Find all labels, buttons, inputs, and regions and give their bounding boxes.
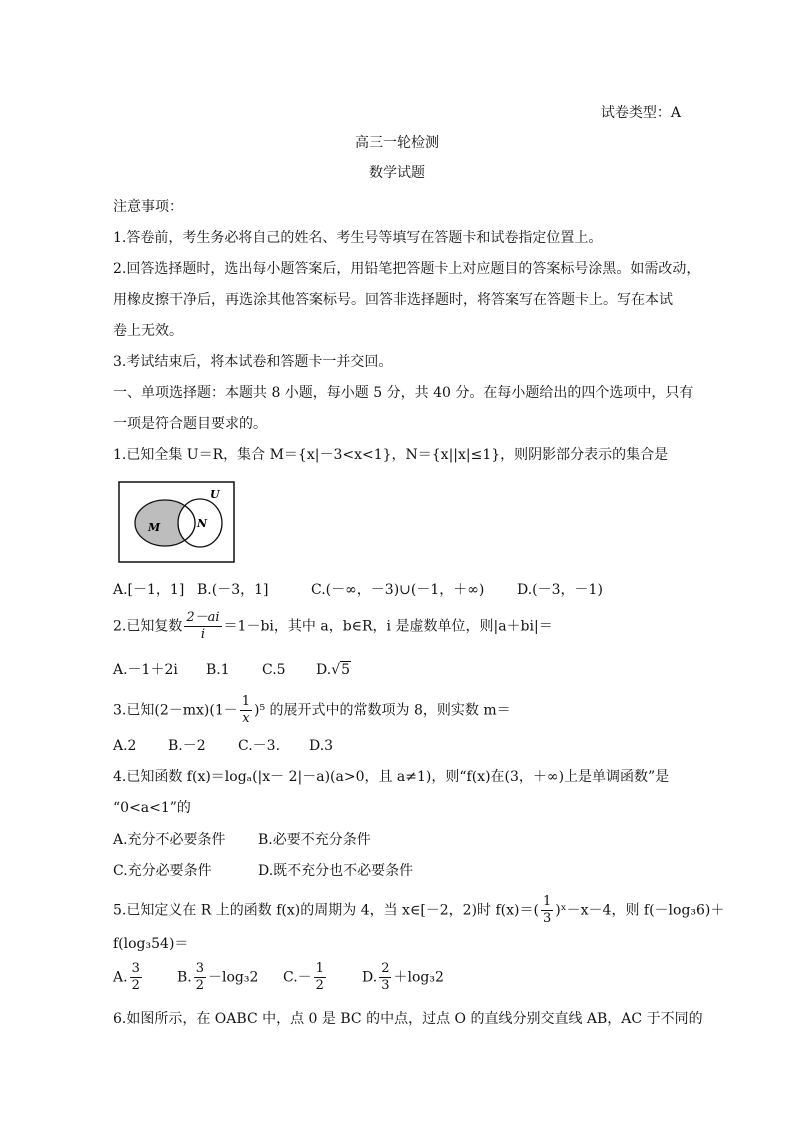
q5-a-den: 2 — [131, 978, 140, 993]
q5-d-num: 2 — [381, 961, 390, 976]
q6-stem-line-1: 6.如图所示，在 OABC 中，点 0 是 BC 的中点，过点 O 的直线分别交直线 AB，AC 于不同的 — [113, 1011, 703, 1027]
exam-title: 高三一轮检测 — [355, 135, 439, 151]
q3-frac-den: x — [242, 711, 250, 726]
q5-option-b-fraction — [194, 961, 206, 994]
q3-stem-pre: 3.已知(2－mx)(1－ — [113, 702, 238, 719]
q5-stem-line-1 — [113, 894, 724, 927]
q5-option-a-label: A. — [113, 969, 128, 986]
note-1: 1.答卷前，考生务必将自己的姓名、考生号等填写在答题卡和试卷指定位置上。 — [113, 230, 603, 246]
venn-label-m: M — [148, 521, 161, 534]
q2-option-d — [316, 660, 351, 680]
q3-frac-num: 1 — [241, 694, 251, 709]
q5-option-b-label: B. — [177, 969, 192, 986]
q5-option-b-tail: －log₃2 — [208, 969, 259, 986]
q4-option-b: B.必要不充分条件 — [258, 832, 371, 848]
q4-option-a: A.充分不必要条件 — [113, 832, 226, 848]
note-3: 3.考试结束后，将本试卷和答题卡一并交回。 — [113, 354, 393, 370]
q3-stem — [113, 694, 511, 727]
q2-option-d-radicand: 5 — [341, 662, 351, 678]
q5-option-d-fraction — [379, 961, 391, 994]
q5-option-b — [177, 961, 258, 994]
q5-fraction — [541, 894, 553, 927]
venn-label-u: U — [210, 488, 220, 501]
q2-fraction — [184, 610, 221, 643]
q1-venn-diagram — [118, 481, 235, 563]
q2-option-b: B.1 — [206, 662, 230, 678]
q5-frac-num: 1 — [542, 894, 552, 909]
q5-a-num: 3 — [131, 961, 140, 976]
q1-stem: 1.已知全集 U＝R，集合 M＝{x|－3<x<1}，N＝{x||x|≤1}，则阴影部分表示的集合是 — [113, 447, 669, 463]
q5-option-c-label: C.－ — [283, 969, 312, 986]
q5-b-den: 2 — [195, 978, 205, 993]
q5-stem-line-2: f(log₃54)＝ — [113, 936, 189, 952]
q5-c-den: 2 — [315, 978, 324, 993]
sqrt-symbol: √5 — [331, 662, 351, 678]
q5-option-c-fraction — [314, 961, 326, 994]
q5-stem-post: )ˣ－x－4，则 f(－log₃6)＋ — [555, 902, 725, 919]
q2-option-c: C.5 — [262, 662, 286, 678]
q1-option-c: C.(－∞，－3)∪(－1，＋∞) — [311, 582, 485, 598]
q3-option-c: C.－3. — [238, 738, 281, 754]
q3-option-b: B.－2 — [168, 738, 206, 754]
q5-stem-pre: 5.已知定义在 R 上的函数 f(x)的周期为 4，当 x∈[－2，2)时 f(x)＝( — [113, 902, 539, 919]
q5-c-num: 1 — [315, 961, 324, 976]
q5-d-den: 3 — [381, 978, 390, 993]
q5-option-a — [113, 961, 144, 994]
q5-option-d-tail: ＋log₃2 — [393, 969, 444, 986]
note-2-line-1: 2.回答选择题时，选出每小题答案后，用铅笔把答题卡上对应题目的答案标号涂黑。如需改动， — [113, 261, 701, 277]
q5-option-d — [362, 961, 444, 994]
q3-option-a: A.2 — [113, 738, 137, 754]
q1-option-d: D.(－3，－1) — [517, 582, 603, 598]
q2-option-a: A.－1＋2i — [113, 662, 178, 678]
q2-frac-den: i — [200, 627, 206, 642]
q3-stem-post: )⁵ 的展开式中的常数项为 8，则实数 m＝ — [254, 702, 511, 719]
paper-type-label: 试卷类型：A — [600, 105, 681, 121]
section-1-intro-line-2: 一项是符合题目要求的。 — [113, 416, 267, 432]
q1-option-b: B.(－3，1] — [197, 582, 269, 598]
notes-heading: 注意事项： — [113, 199, 183, 215]
note-2-line-2: 用橡皮擦干净后，再选涂其他答案标号。回答非选择题时，将答案写在答题卡上。写在本试 — [113, 292, 673, 308]
q4-option-d: D.既不充分也不必要条件 — [258, 863, 414, 879]
q4-option-c: C.充分必要条件 — [113, 863, 212, 879]
q5-b-num: 3 — [195, 961, 205, 976]
q4-stem-line-1: 4.已知函数 f(x)＝logₐ(|x－ 2|－a)(a>0，且 a≠1)，则“f(x)在(3，＋∞)上是单调函数”是 — [113, 769, 670, 785]
q4-stem-line-2: “0<a<1”的 — [113, 800, 191, 816]
q5-option-c — [283, 961, 328, 994]
q5-frac-den: 3 — [542, 911, 552, 926]
exam-subject: 数学试题 — [369, 165, 425, 181]
q1-option-a: A.[－1，1] — [113, 582, 185, 598]
q2-stem-pre: 2.已知复数 — [113, 618, 183, 635]
note-2-line-3: 卷上无效。 — [113, 323, 183, 339]
q3-option-d: D.3 — [309, 738, 334, 754]
q2-stem-post: ＝1－bi，其中 a，b∈R，i 是虚数单位，则|a＋bi|＝ — [223, 618, 553, 635]
q5-option-a-fraction — [130, 961, 142, 994]
q2-option-d-label: D. — [316, 662, 332, 678]
q3-fraction — [240, 694, 252, 727]
section-1-intro-line-1: 一、单项选择题：本题共 8 小题，每小题 5 分，共 40 分。在每小题给出的四个选项中，只有 — [113, 385, 694, 401]
q5-option-d-label: D. — [362, 969, 378, 986]
venn-label-n: N — [197, 517, 208, 530]
q2-stem — [113, 610, 553, 643]
q2-frac-num: 2－ai — [186, 610, 220, 625]
